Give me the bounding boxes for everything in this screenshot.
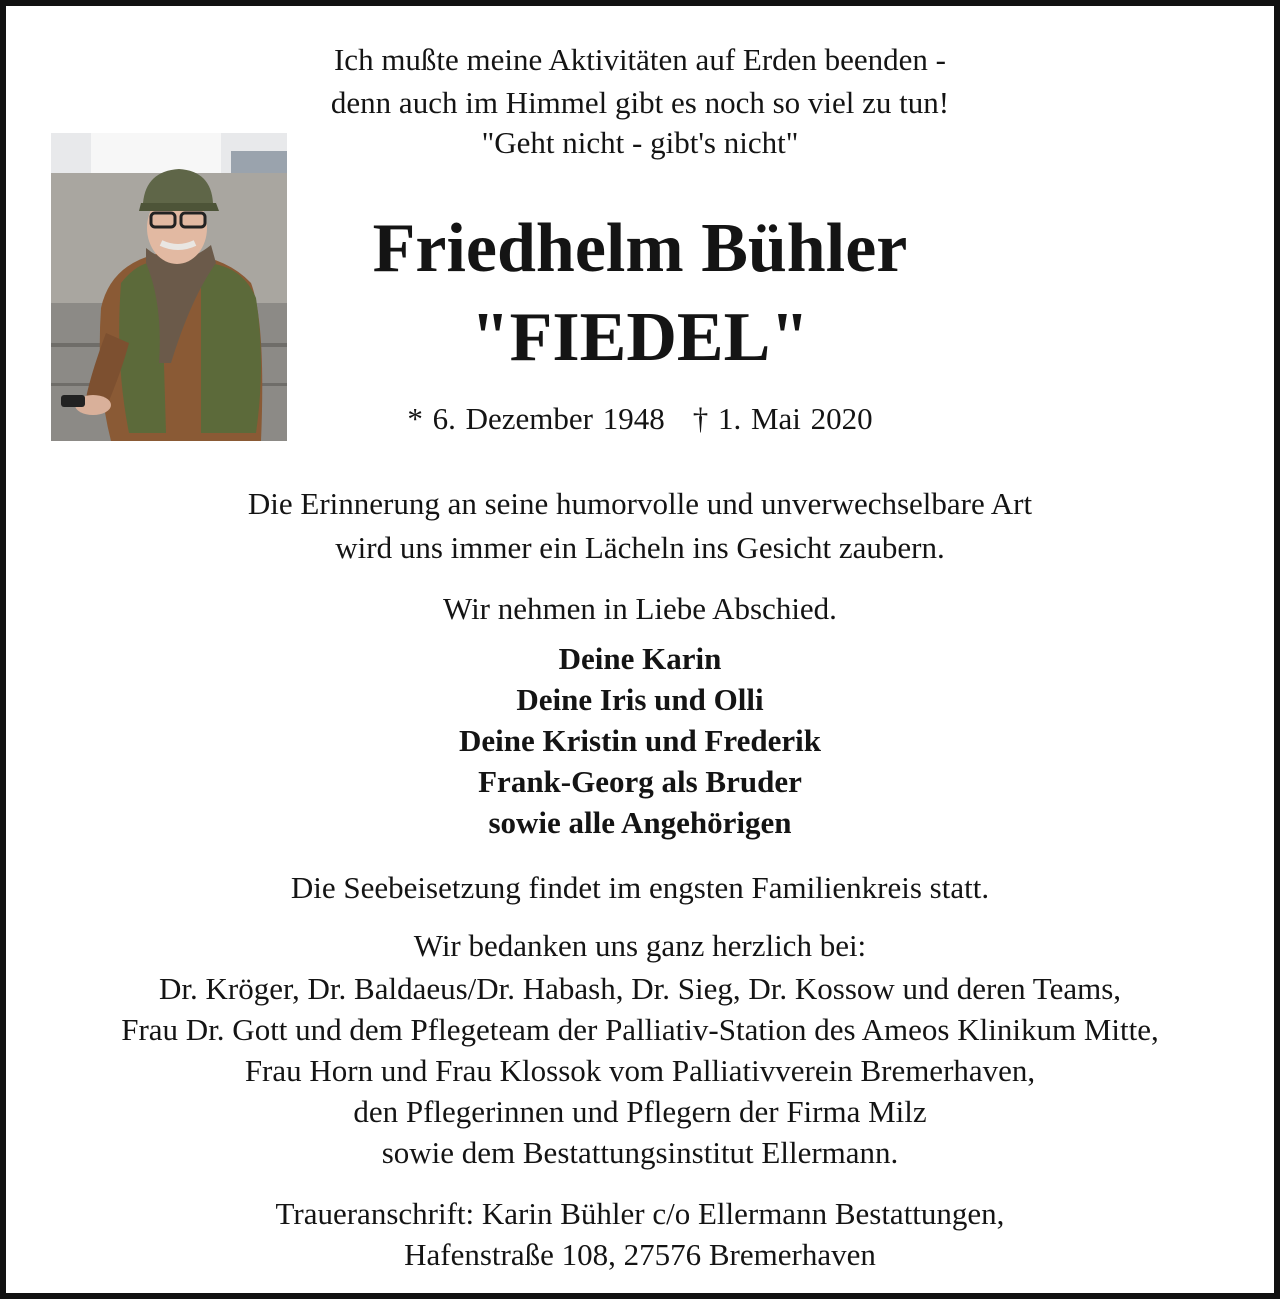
mourner-line: Deine Kristin und Frederik [459,723,821,758]
death-date: † 1. Mai 2020 [692,401,873,436]
mourner-line: Frank-Georg als Bruder [478,764,802,799]
deceased-nickname: "FIEDEL" [470,299,810,376]
farewell-text: Wir nehmen in Liebe Abschied. [443,591,837,626]
thanks-line: sowie dem Bestattungsinstitut Ellermann. [381,1135,899,1170]
thanks-line: den Pflegerinnen und Pflegern der Firma Milz [353,1094,927,1129]
memory-line-2: wird uns immer ein Lächeln ins Gesicht zaubern. [335,530,945,565]
life-dates [6,401,1274,437]
quote-line-1: Ich mußte meine Aktivitäten auf Erden beenden - [333,42,947,77]
portrait-photo [51,133,287,441]
thanks-line: Frau Dr. Gott und dem Pflegeteam der Palliativ-Station des Ameos Klinikum Mitte, [121,1012,1159,1047]
mourner-line: Deine Iris und Olli [516,682,764,717]
address-line-1: Traueranschrift: Karin Bühler c/o Ellermann Bestattungen, [275,1196,1005,1231]
quote-line-3: "Geht nicht - gibt's nicht" [481,125,799,160]
mourner-line: Deine Karin [558,641,722,676]
burial-note: Die Seebeisetzung findet im engsten Familienkreis statt. [290,870,990,905]
thanks-line: Dr. Kröger, Dr. Baldaeus/Dr. Habash, Dr. Sieg, Dr. Kossow und deren Teams, [158,971,1122,1006]
mourner-line: sowie alle Angehörigen [488,805,792,840]
birth-date: * 6. Dezember 1948 [407,401,665,436]
address-line-2: Hafenstraße 108, 27576 Bremerhaven [404,1237,876,1272]
thanks-intro: Wir bedanken uns ganz herzlich bei: [413,928,867,963]
deceased-name: Friedhelm Bühler [372,210,908,287]
quote-line-2: denn auch im Himmel gibt es noch so viel zu tun! [330,85,950,120]
memory-line-1: Die Erinnerung an seine humorvolle und unverwechselbare Art [247,486,1033,521]
thanks-line: Frau Horn und Frau Klossok vom Palliativverein Bremerhaven, [244,1053,1036,1088]
